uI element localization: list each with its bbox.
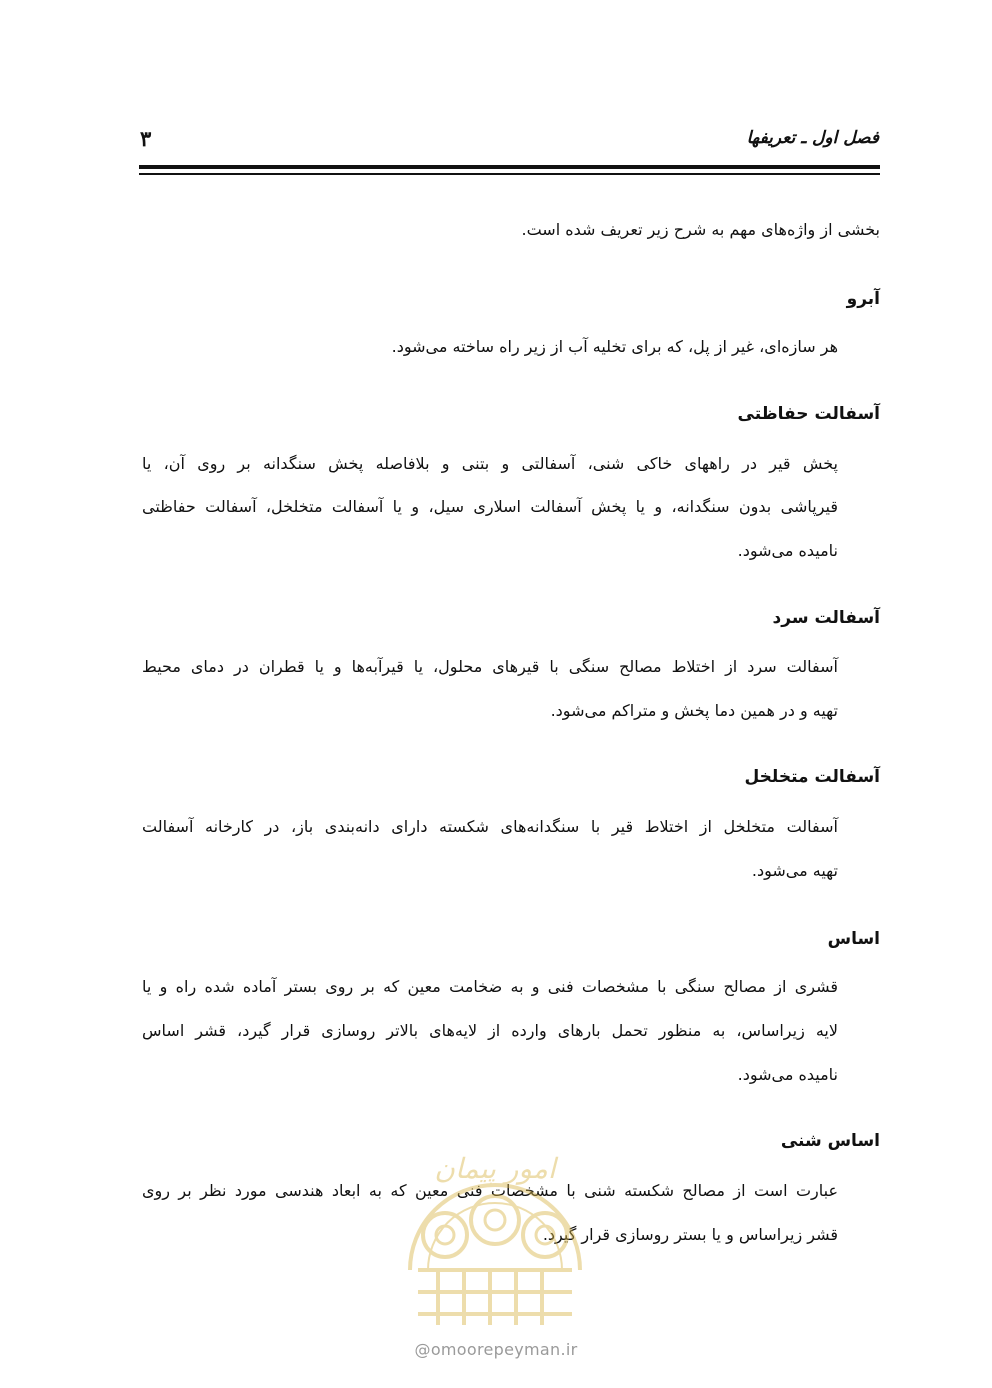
definition-line: آسفالت متخلخل از اختلاط قیر با سنگدانه‌های شکسته دارای دانه‌بندی باز، در کارخانه آسفالت xyxy=(142,817,838,836)
definition-line: قشر زیراساس و یا بستر روسازی قرار گیرد. xyxy=(542,1225,838,1244)
footer-handle: @omoorepeyman.ir xyxy=(414,1340,578,1359)
term-heading: آبرو xyxy=(846,289,880,309)
term-heading: اساس شنی xyxy=(780,1131,880,1151)
definition-line: هر سازه‌ای، غیر از پل، که برای تخلیه آب از زیر راه ساخته می‌شود. xyxy=(391,337,838,356)
definition-line: تهیه می‌شود. xyxy=(751,861,838,880)
definition-line: قشری از مصالح سنگی با مشخصات فنی و به ضخامت معین که بر روی بستر آماده شده راه و یا xyxy=(142,977,838,996)
header-rule-thin xyxy=(139,173,880,175)
term-heading: آسفالت حفاظتی xyxy=(737,404,880,424)
term-heading: اساس xyxy=(827,929,880,949)
definition-line: نامیده می‌شود. xyxy=(737,1065,838,1084)
definition-line: تهیه و در همین دما پخش و متراکم می‌شود. xyxy=(550,701,838,720)
header-rule-thick xyxy=(139,165,880,169)
watermark-text: امور پیمان xyxy=(434,1152,556,1185)
definition-line: قیرپاشی بدون سنگدانه، و یا پخش آسفالت اسلاری سیل، و یا آسفالت متخلخل، آسفالت حفاظتی xyxy=(142,497,838,516)
term-heading: آسفالت متخلخل xyxy=(744,767,880,787)
watermark-seal-icon xyxy=(390,1120,600,1330)
definition-line: نامیده می‌شود. xyxy=(737,541,838,560)
definition-line: آسفالت سرد از اختلاط مصالح سنگی با قیرهای محلول، یا قیرآبه‌ها و یا قطران در دمای محیط xyxy=(142,657,838,676)
intro-paragraph: بخشی از واژه‌های مهم به شرح زیر تعریف شده است. xyxy=(521,220,880,239)
definition-line: پخش قیر در راههای خاکی شنی، آسفالتی و بتنی و بلافاصله پخش سنگدانه بر روی آن، یا xyxy=(142,454,838,473)
definition-line: لایه زیراساس، به منظور تحمل بارهای وارده از لایه‌های بالاتر روسازی قرار گیرد، قشر اساس xyxy=(142,1021,838,1040)
page-number: ۳ xyxy=(140,126,152,151)
term-heading: آسفالت سرد xyxy=(772,608,880,628)
chapter-title: فصل اول ـ تعریفها xyxy=(746,128,879,148)
definition-line: عبارت است از مصالح شکسته شنی با مشخصات فنی معین که به ابعاد هندسی مورد نظر بر روی xyxy=(142,1181,838,1200)
